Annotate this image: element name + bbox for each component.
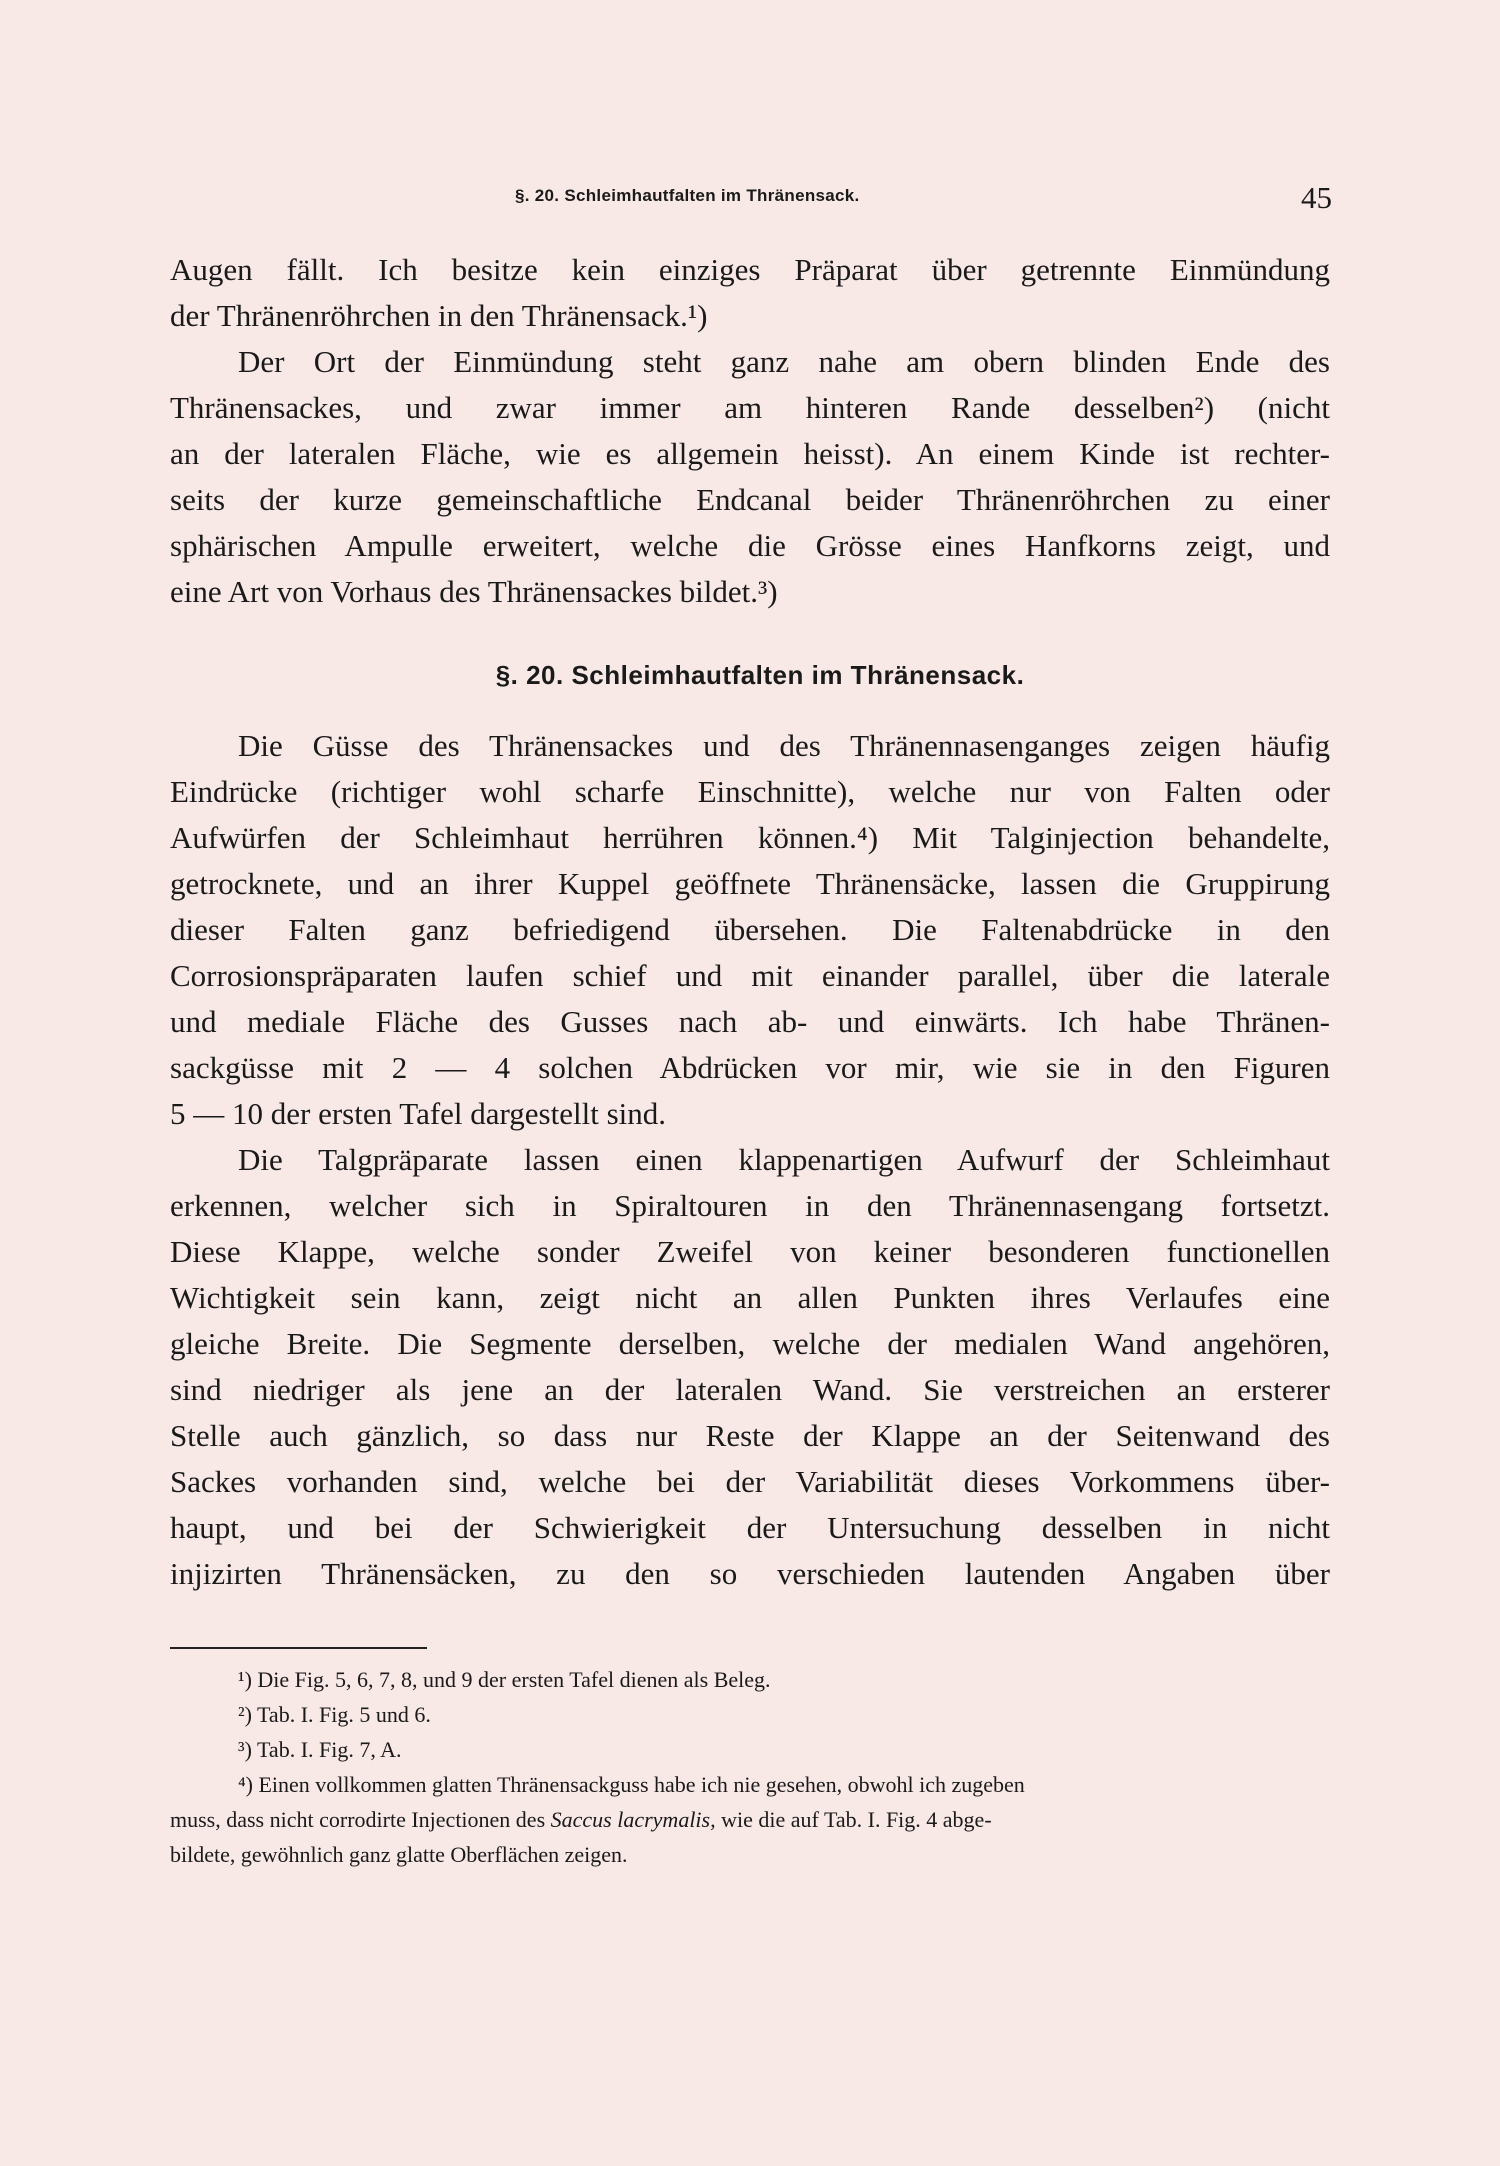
text-line: an der lateralen Fläche, wie es allgemein heisst). An einem Kinde ist rechter-	[170, 436, 1330, 471]
text-line: 5 — 10 der ersten Tafel dargestellt sind.	[170, 1096, 666, 1131]
text-line: Stelle auch gänzlich, so dass nur Reste der Klappe an der Seitenwand des	[170, 1418, 1330, 1453]
paragraph-1	[170, 247, 1330, 339]
body-text	[170, 247, 1330, 1597]
footnote-2: ²) Tab. I. Fig. 5 und 6.	[238, 1702, 431, 1727]
footnote-text: muss, dass nicht corrodirte Injectionen des	[170, 1807, 551, 1832]
text-line: Aufwürfen der Schleimhaut herrühren können.⁴) Mit Talginjection behandelte,	[170, 820, 1330, 855]
text-line: der Thränenröhrchen in den Thränensack.¹)	[170, 298, 708, 333]
footnote-3: ³) Tab. I. Fig. 7, A.	[238, 1737, 402, 1762]
text-line: injizirten Thränensäcken, zu den so verschieden lautenden Angaben über	[170, 1556, 1330, 1591]
text-line: Der Ort der Einmündung steht ganz nahe am obern blinden Ende des	[238, 344, 1330, 379]
text-line: Sackes vorhanden sind, welche bei der Variabilität dieses Vorkommens über-	[170, 1464, 1330, 1499]
footnotes	[170, 1662, 1330, 1872]
text-line: Corrosionspräparaten laufen schief und mit einander parallel, über die laterale	[170, 958, 1330, 993]
text-line: und mediale Fläche des Gusses nach ab- und einwärts. Ich habe Thränen-	[170, 1004, 1330, 1039]
running-header	[0, 180, 1500, 220]
paragraph-3	[170, 723, 1330, 1137]
text-line: Die Talgpräparate lassen einen klappenartigen Aufwurf der Schleimhaut	[238, 1142, 1330, 1177]
footnote-4-continued	[170, 1802, 1330, 1837]
footnote-latin-term: Saccus lacrymalis,	[550, 1807, 716, 1832]
footnote-divider	[170, 1647, 427, 1649]
text-line: eine Art von Vorhaus des Thränensackes bildet.³)	[170, 574, 778, 609]
text-line: Augen fällt. Ich besitze kein einziges Präparat über getrennte Einmündung	[170, 252, 1330, 287]
text-line: sackgüsse mit 2 — 4 solchen Abdrücken vor mir, wie sie in den Figuren	[170, 1050, 1330, 1085]
section-heading: §. 20. Schleimhautfalten im Thränensack.	[495, 660, 1025, 690]
text-line: getrocknete, und an ihrer Kuppel geöffnete Thränensäcke, lassen die Gruppirung	[170, 866, 1330, 901]
footnote-1: ¹) Die Fig. 5, 6, 7, 8, und 9 der ersten Tafel dienen als Beleg.	[238, 1667, 771, 1692]
text-line: seits der kurze gemeinschaftliche Endcanal beider Thränenröhrchen zu einer	[170, 482, 1330, 517]
text-line: erkennen, welcher sich in Spiraltouren in den Thränennasengang fortsetzt.	[170, 1188, 1330, 1223]
text-line: sphärischen Ampulle erweitert, welche die Grösse eines Hanfkorns zeigt, und	[170, 528, 1330, 563]
text-line: sind niedriger als jene an der lateralen Wand. Sie verstreichen an ersterer	[170, 1372, 1330, 1407]
text-line: dieser Falten ganz befriedigend übersehen. Die Faltenabdrücke in den	[170, 912, 1330, 947]
text-line: Die Güsse des Thränensackes und des Thränennasenganges zeigen häufig	[238, 728, 1330, 763]
text-line: Eindrücke (richtiger wohl scharfe Einschnitte), welche nur von Falten oder	[170, 774, 1330, 809]
paragraph-2	[170, 339, 1330, 615]
running-title: §. 20. Schleimhautfalten im Thränensack.	[515, 186, 860, 205]
text-line: Wichtigkeit sein kann, zeigt nicht an allen Punkten ihres Verlaufes eine	[170, 1280, 1330, 1315]
footnote-4-end: bildete, gewöhnlich ganz glatte Oberflächen zeigen.	[170, 1842, 628, 1867]
text-line: haupt, und bei der Schwierigkeit der Untersuchung desselben in nicht	[170, 1510, 1330, 1545]
footnote-text: wie die auf Tab. I. Fig. 4 abge-	[715, 1807, 992, 1832]
text-line: Thränensackes, und zwar immer am hinteren Rande desselben²) (nicht	[170, 390, 1330, 425]
footnote-4: ⁴) Einen vollkommen glatten Thränensackguss habe ich nie gesehen, obwohl ich zugeben	[238, 1772, 1025, 1797]
text-line: Diese Klappe, welche sonder Zweifel von keiner besonderen functionellen	[170, 1234, 1330, 1269]
page-number: 45	[1301, 180, 1332, 215]
text-line: gleiche Breite. Die Segmente derselben, welche der medialen Wand angehören,	[170, 1326, 1330, 1361]
paragraph-4	[170, 1137, 1330, 1597]
